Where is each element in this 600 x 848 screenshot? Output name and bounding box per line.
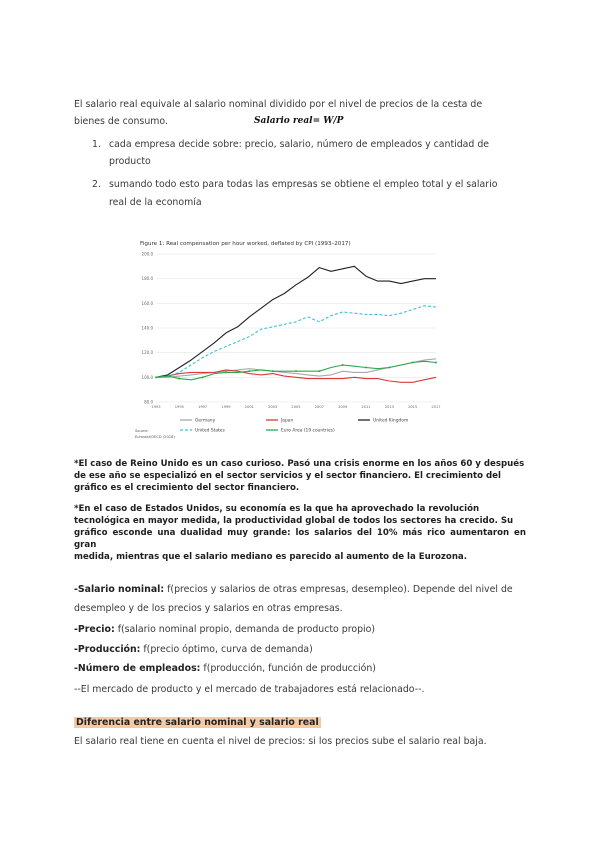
section-heading — [74, 716, 321, 729]
legend-label: United Kingdom — [373, 418, 409, 424]
x-tick-label: 2001 — [244, 405, 254, 409]
list-item-1-line-2: producto — [109, 156, 151, 167]
data-point — [388, 366, 390, 368]
legend-label: Germany — [195, 418, 216, 424]
list-number-1: 1. — [92, 139, 101, 150]
y-tick-label: 180.0 — [141, 276, 153, 282]
definition-salario-nominal — [74, 583, 513, 596]
definition-numero-empleados — [74, 662, 376, 675]
data-point — [155, 376, 157, 378]
chart-source: Eurostat/OECD (2018) — [135, 435, 175, 439]
x-tick-label: 1995 — [174, 405, 184, 409]
note-us-line-4: medida, mientras que el salario mediano es parecido al aumento de la Eurozona. — [74, 552, 468, 562]
note-us-line-2: tecnológica en mayor medida, la productividad global de todos los sectores ha crecido. Su — [74, 516, 514, 526]
chart-source-label: Source: — [135, 429, 149, 433]
x-tick-label: 1999 — [221, 405, 231, 409]
data-point — [412, 362, 414, 364]
legend-label: Japan — [281, 418, 294, 424]
y-tick-label: 120.0 — [141, 350, 153, 356]
x-tick-label: 2013 — [384, 405, 394, 409]
series-line-germany — [156, 359, 436, 378]
data-point — [178, 378, 180, 380]
definition-text: f(producción, función de producción) — [200, 663, 376, 674]
formula: Salario real= W/P — [254, 116, 344, 126]
list-item-2-line-2: real de la economía — [109, 197, 202, 208]
definition-salario-nominal-cont — [74, 602, 343, 615]
real-compensation-chart — [135, 236, 460, 442]
note-us — [74, 503, 526, 563]
section-heading-text: Diferencia entre salario nominal y salario real — [76, 717, 319, 728]
list-item-1-line-1: cada empresa decide sobre: precio, salario, número de empleados y cantidad de — [109, 139, 490, 150]
definition-term: -Salario nominal: — [74, 584, 165, 595]
list-number-2: 2. — [92, 179, 101, 190]
note-uk-line-3: gráfico es el crecimiento del sector financiero. — [74, 483, 300, 493]
note-uk — [74, 458, 526, 494]
x-tick-label: 2005 — [291, 405, 301, 409]
x-tick-label: 2017 — [431, 405, 441, 409]
x-tick-label: 1997 — [198, 405, 208, 409]
y-tick-label: 80.0 — [144, 399, 153, 405]
definition-text: f(precios y salarios de otras empresas, desempleo). Depende del nivel de — [164, 584, 513, 595]
data-point — [435, 362, 437, 364]
x-tick-label: 2007 — [314, 405, 324, 409]
data-point — [272, 370, 274, 372]
intro-line-1: El salario real equivale al salario nominal dividido por el nivel de precios de la cesta de — [74, 99, 483, 110]
x-tick-label: 2015 — [408, 405, 418, 409]
note-us-line-3: gráfico esconde una dualidad muy grande: los salarios del 10% más rico aumentaron en gran — [74, 528, 526, 550]
data-point — [365, 366, 367, 368]
definition-text: --El mercado de producto y el mercado de trabajadores está relacionado--. — [74, 684, 425, 695]
data-point — [318, 370, 320, 372]
market-relation-note — [74, 683, 424, 696]
data-point — [225, 371, 227, 373]
definition-precio — [74, 623, 375, 636]
legend-label: Euro Area (19 countries) — [281, 428, 335, 434]
data-point — [342, 364, 344, 366]
note-us-line-1: *En el caso de Estados Unidos, su economía es la que ha aprovechado la revolución — [74, 504, 480, 514]
legend-label: United States — [195, 428, 225, 434]
data-point — [248, 370, 250, 372]
x-tick-label: 1993 — [151, 405, 161, 409]
x-tick-label: 2011 — [361, 405, 371, 409]
intro-line-2: bienes de consumo. — [74, 116, 168, 127]
data-point — [202, 376, 204, 378]
list-item-2-line-1: sumando todo esto para todas las empresas se obtiene el empleo total y el salario — [109, 179, 498, 190]
section-body: El salario real tiene en cuenta el nivel de precios: si los precios sube el salario real baja. — [74, 736, 487, 747]
definition-text: desempleo y de los precios y salarios en otras empresas. — [74, 603, 343, 614]
definition-term: -Precio: — [74, 624, 115, 635]
y-tick-label: 140.0 — [141, 325, 153, 331]
definition-text: f(precio óptimo, curva de demanda) — [140, 644, 313, 655]
y-tick-label: 200.0 — [141, 251, 153, 257]
note-uk-line-2: de ese año se especializó en el sector servicios y el sector financiero. El crecimiento del — [74, 471, 501, 481]
chart-title: Figure 1: Real compensation per hour worked, deflated by CPI (1993–2017) — [140, 241, 351, 247]
x-tick-label: 2009 — [338, 405, 348, 409]
definition-text: f(salario nominal propio, demanda de producto propio) — [114, 624, 376, 635]
definition-term: -Número de empleados: — [74, 663, 201, 674]
y-tick-label: 100.0 — [141, 374, 153, 380]
definition-produccion — [74, 643, 313, 656]
definition-term: -Producción: — [74, 644, 141, 655]
data-point — [295, 370, 297, 372]
note-uk-line-1: *El caso de Reino Unido es un caso curioso. Pasó una crisis enorme en los años 60 y después — [74, 459, 525, 469]
y-tick-label: 160.0 — [141, 300, 153, 306]
x-tick-label: 2003 — [268, 405, 278, 409]
